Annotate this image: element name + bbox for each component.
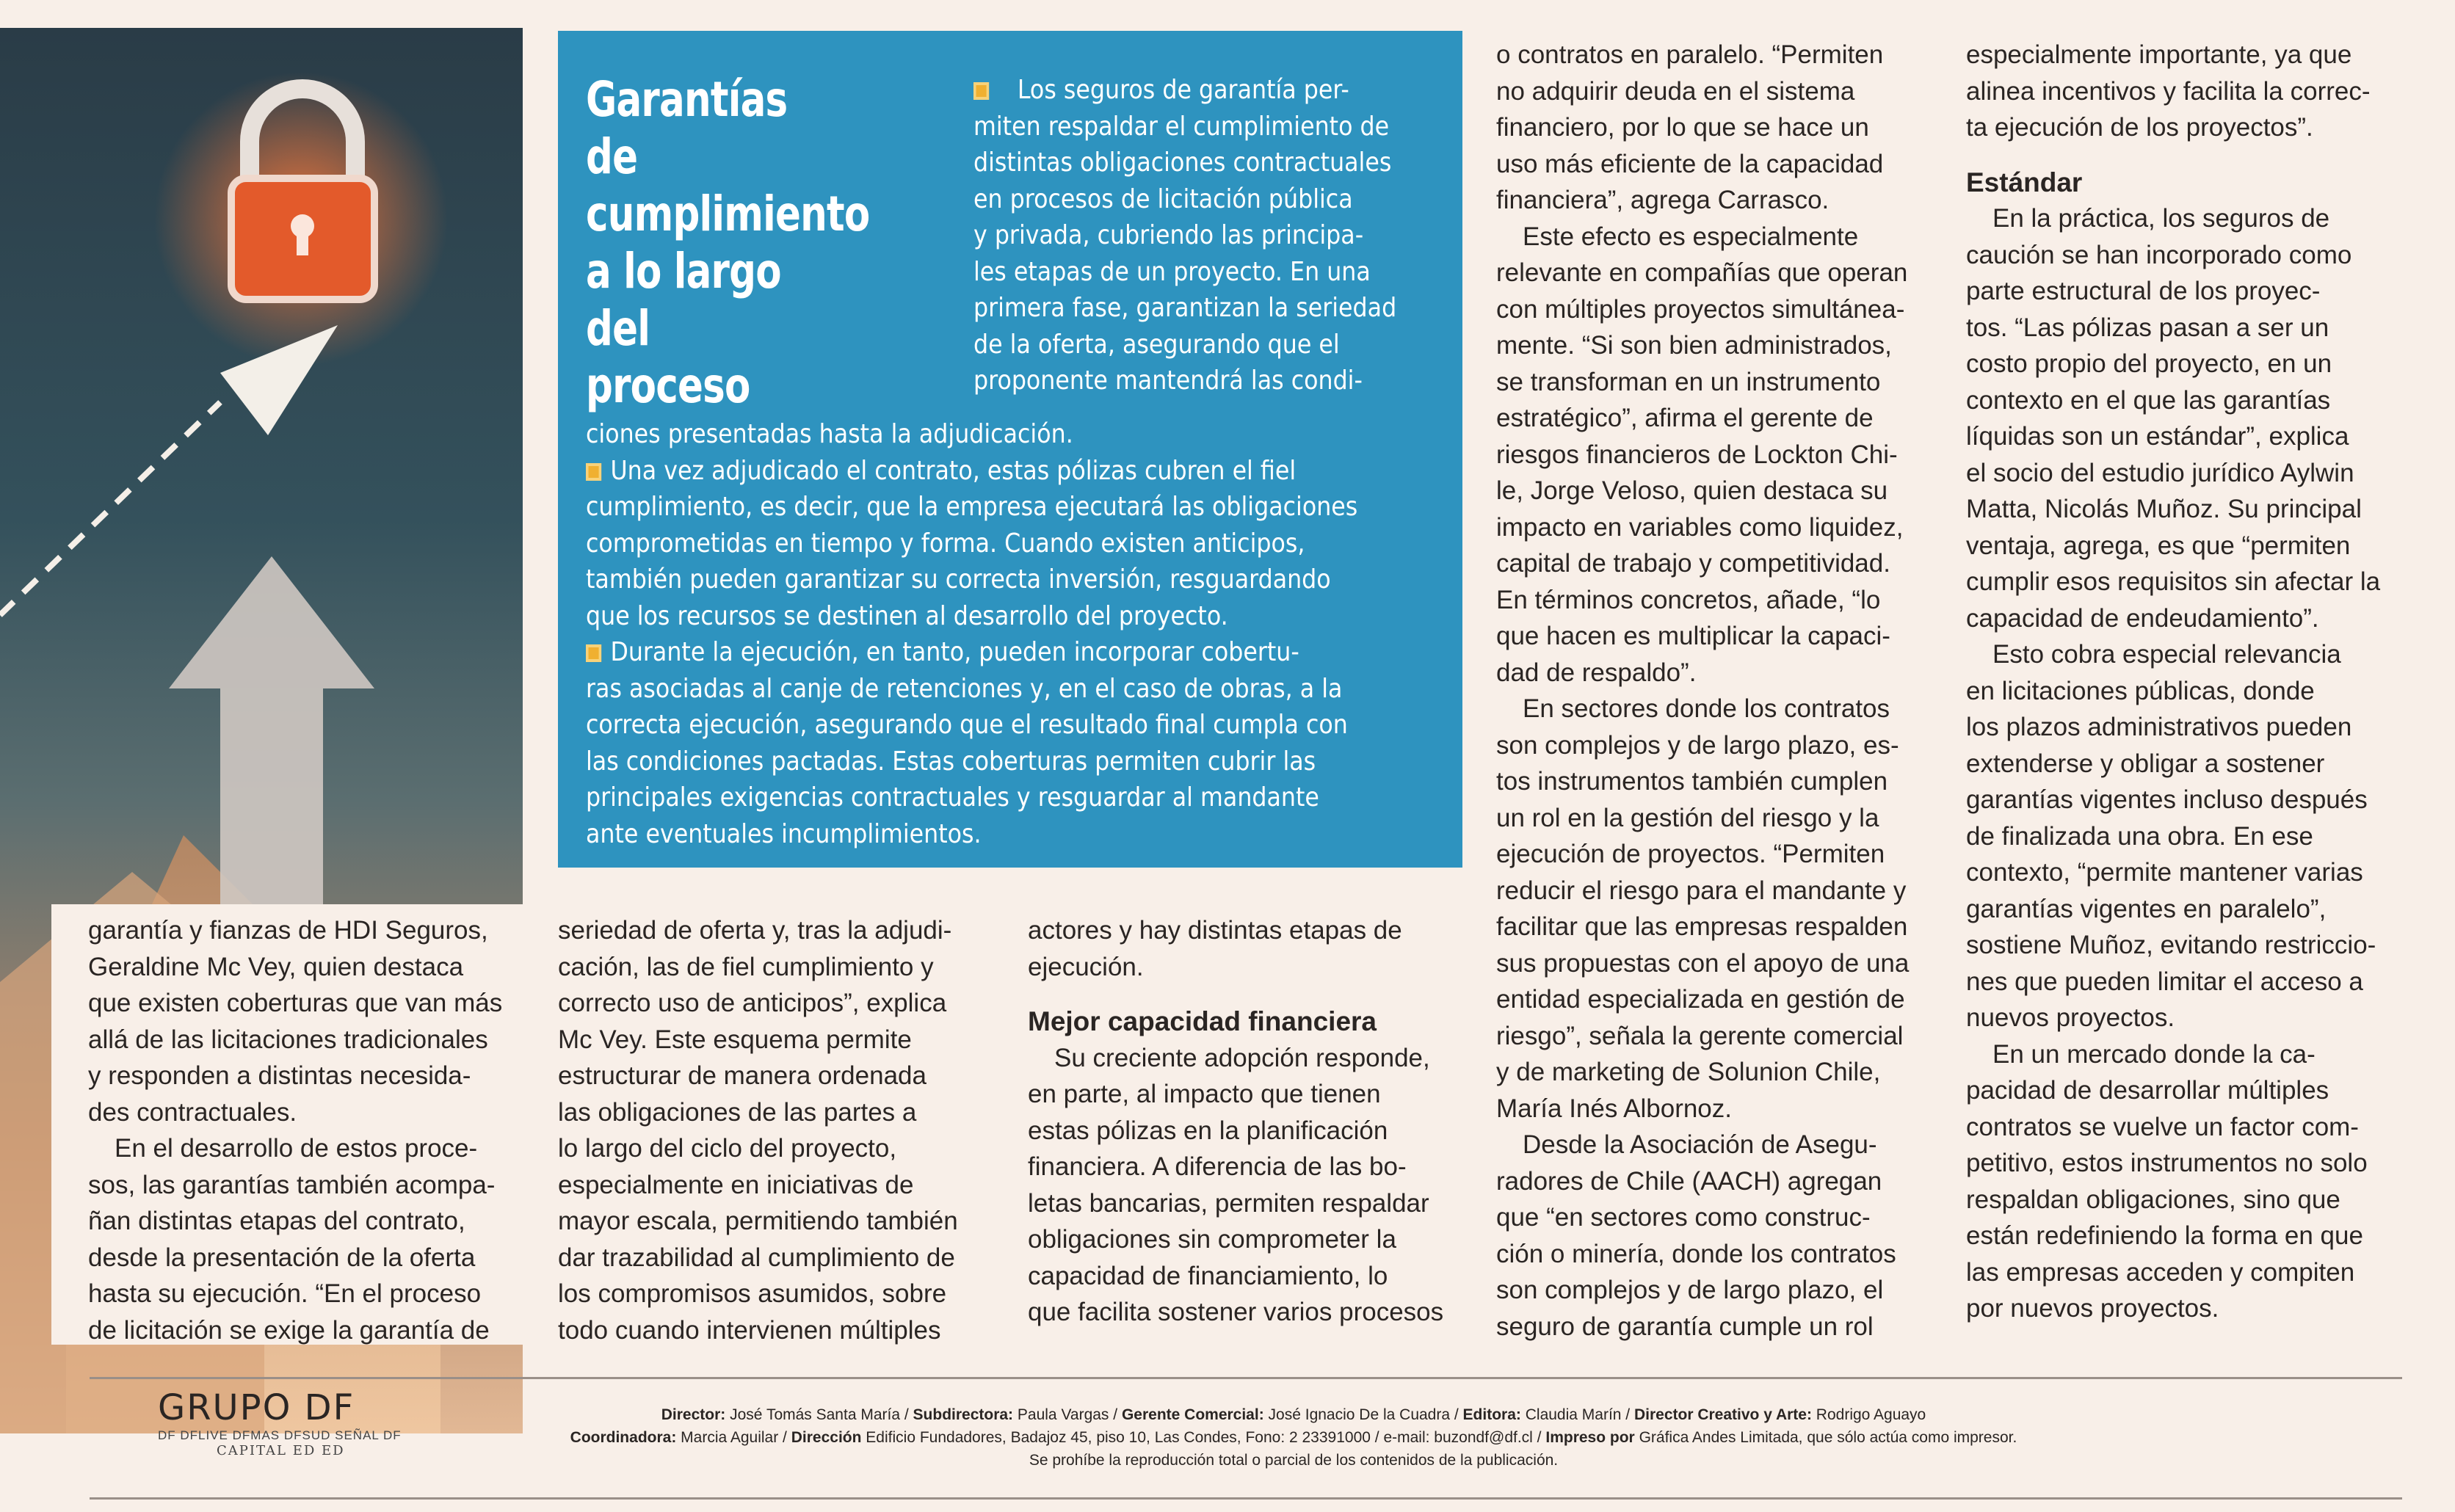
article-column-4: o contratos en paralelo. “Permiten no adquirir deuda en el sistema financiero, por lo que se hace un uso más eficiente de la capacidad financiera”, agrega Carrasco. Este efecto es especialmente relevante en compañías que operan con múltiples proyectos simultánea- mente. “Si son bien administrados, se transforman en un instrumento estratégico”, afirma el gerente de riesgos financieros de Lockton Chi- le, Jorge Veloso, quien destaca su impacto en variables como liquidez, capital de trabajo y competitividad. En términos concretos, añade, “lo que hacen es multiplicar la capaci- dad de respaldo”. En sectores donde los contratos son complejos y de largo plazo, es- tos instrumentos también cumplen un rol en la gestión del riesgo y la ejecución de proyectos. “Permiten reducir el riesgo para el mandante y facilitar que las empresas respalden sus propuestas con el apoyo de una entidad especializada en gestión de riesgo”, señala la gerente comercial y de marketing de Solunion Chile, María Inés Albornoz. Desde la Asociación de Asegu- radores de Chile (AACH) agregan que “en sectores como construc- ción o minería, donde los contratos son complejos y de largo plazo, el seguro de garantía cumple un rol bbox=[1496, 40, 1910, 1341]
footer-bottom-rule bbox=[90, 1497, 2402, 1500]
subheading-estandar: Estándar bbox=[1966, 167, 2083, 197]
subheading-mejor-capacidad: Mejor capacidad financiera bbox=[1028, 1006, 1377, 1036]
article-column-3: actores y hay distintas etapas de ejecución. Mejor capacidad financiera Su creciente adopción responde, en parte, al impacto que tienen estas pólizas en la planificación financiera. A diferencia de las bo- letas bancarias, permiten respaldar obligaciones sin comprometer la capacidad de financiamiento, lo que facilita sostener varios procesos bbox=[1028, 916, 1444, 1326]
article-column-5: especialmente importante, ya que alinea incentivos y facilita la correc- ta ejecución de los proyectos”. Estándar En la práctica, los seguros de caución se han incorporado como parte estructural de los proyec- tos. “Las pólizas pasan a ser un costo propio del proyecto, en un contexto en el que las garantías líquidas son un estándar”, explica el socio del estudio jurídico Aylwin Matta, Nicolás Muñoz. Su principal ventaja, agrega, es que “permiten cumplir esos requisitos sin afectar la capacidad de endeudamiento”. Esto cobra especial relevancia en licitaciones públicas, donde los plazos administrativos pueden extenderse y obligar a sostener garantías vigentes incluso después de finalizada una obra. En ese contexto, “permite mantener varias garantías vigentes en paralelo”, sostiene Muñoz, evitando restriccio- nes que pueden limitar el acceso a nuevos proyectos. En un mercado donde la ca- pacidad de desarrollar múltiples contratos se vuelve un factor com- petitivo, estos instrumentos no solo respaldan obligaciones, sino que están redefiniendo la forma en que las empresas acceden y compiten por nuevos proyectos. bbox=[1966, 40, 2381, 1323]
sidebar-body: ciones presentadas hasta la adjudicación. Una vez adjudicado el contrato, estas pólizas cubren el fiel cumplimiento, es decir, que la empresa ejecutará las obligaciones comprometidas en tiempo y forma. Cuando existen anticipos, también pueden garantizar su correcta inversión, resguardando que los recursos se destinen al desarrollo del proyecto. Durante la ejecución, en tanto, pueden incorporar cobertu- ras asociadas al canje de retenciones y, en el caso de obras, a la correcta ejecución, asegurando que el resultado final cumpla con las condiciones pactadas. Estas coberturas permiten cubrir las principales exigencias contractuales y resguardar al mandante ante eventuales incumplimientos. bbox=[586, 419, 1358, 849]
bullet-square-icon bbox=[973, 82, 989, 100]
article-column-1: garantía y fianzas de HDI Seguros, Geraldine Mc Vey, quien destaca que existen coberturas que van más allá de las licitaciones tradicionales y responden a distintas necesida- des contractuales. En el desarrollo de estos proce- sos, las garantías también acompa- ñan distintas etapas del contrato, desde la presentación de la oferta hasta su ejecución. “En el proceso de licitación se exige la garantía de bbox=[88, 916, 503, 1345]
sidebar-box bbox=[558, 31, 1462, 868]
article-column-2: seriedad de oferta y, tras la adjudi- cación, las de fiel cumplimiento y correcto uso de anticipos”, explica Mc Vey. Este esquema permite estructurar de manera ordenada las obligaciones de las partes a lo largo del ciclo del proyecto, especialmente en iniciativas de mayor escala, permitiendo también dar trazabilidad al cumplimiento de los compromisos asumidos, sobre todo cuando intervienen múltiples bbox=[558, 916, 958, 1345]
grupo-df-logo: GRUPO DF DF DFLIVE DFMAS DFSUD SEÑAL DF CAPITAL ED ED bbox=[158, 1387, 402, 1458]
sidebar-title: Garantías de cumplimiento a lo largo del proceso bbox=[586, 71, 870, 414]
bullet-square-icon bbox=[586, 463, 601, 481]
footer-credits: Director: José Tomás Santa María / Subdirectora: Paula Vargas / Gerente Comercial: José Ignacio De la Cuadra / Editora: Claudia Marín / Director Creativo y Arte: Rodrigo Aguayo Coordinadora: Marcia Aguilar / Dirección Edificio Fundadores, Badajoz 45, piso 10, Las Condes, Fono: 2 23391000 / e-mail: buzondf@df.cl / Impreso por Gráfica Andes Limitada, que sólo actúa como impresor. Se prohíbe la reproducción total o parcial de los contenidos de la publicación. bbox=[570, 1406, 2017, 1469]
bullet-square-icon bbox=[586, 644, 601, 662]
footer-top-rule bbox=[90, 1377, 2402, 1379]
sidebar-intro: Los seguros de garantía per- miten respaldar el cumplimiento de distintas obligaciones contractuales en procesos de licitación pública y privada, cubriendo las principa- les etapas de un proyecto. En una primera fase, garantizan la seriedad de la oferta, asegurando que el proponente mantendrá las condi- bbox=[973, 75, 1397, 396]
